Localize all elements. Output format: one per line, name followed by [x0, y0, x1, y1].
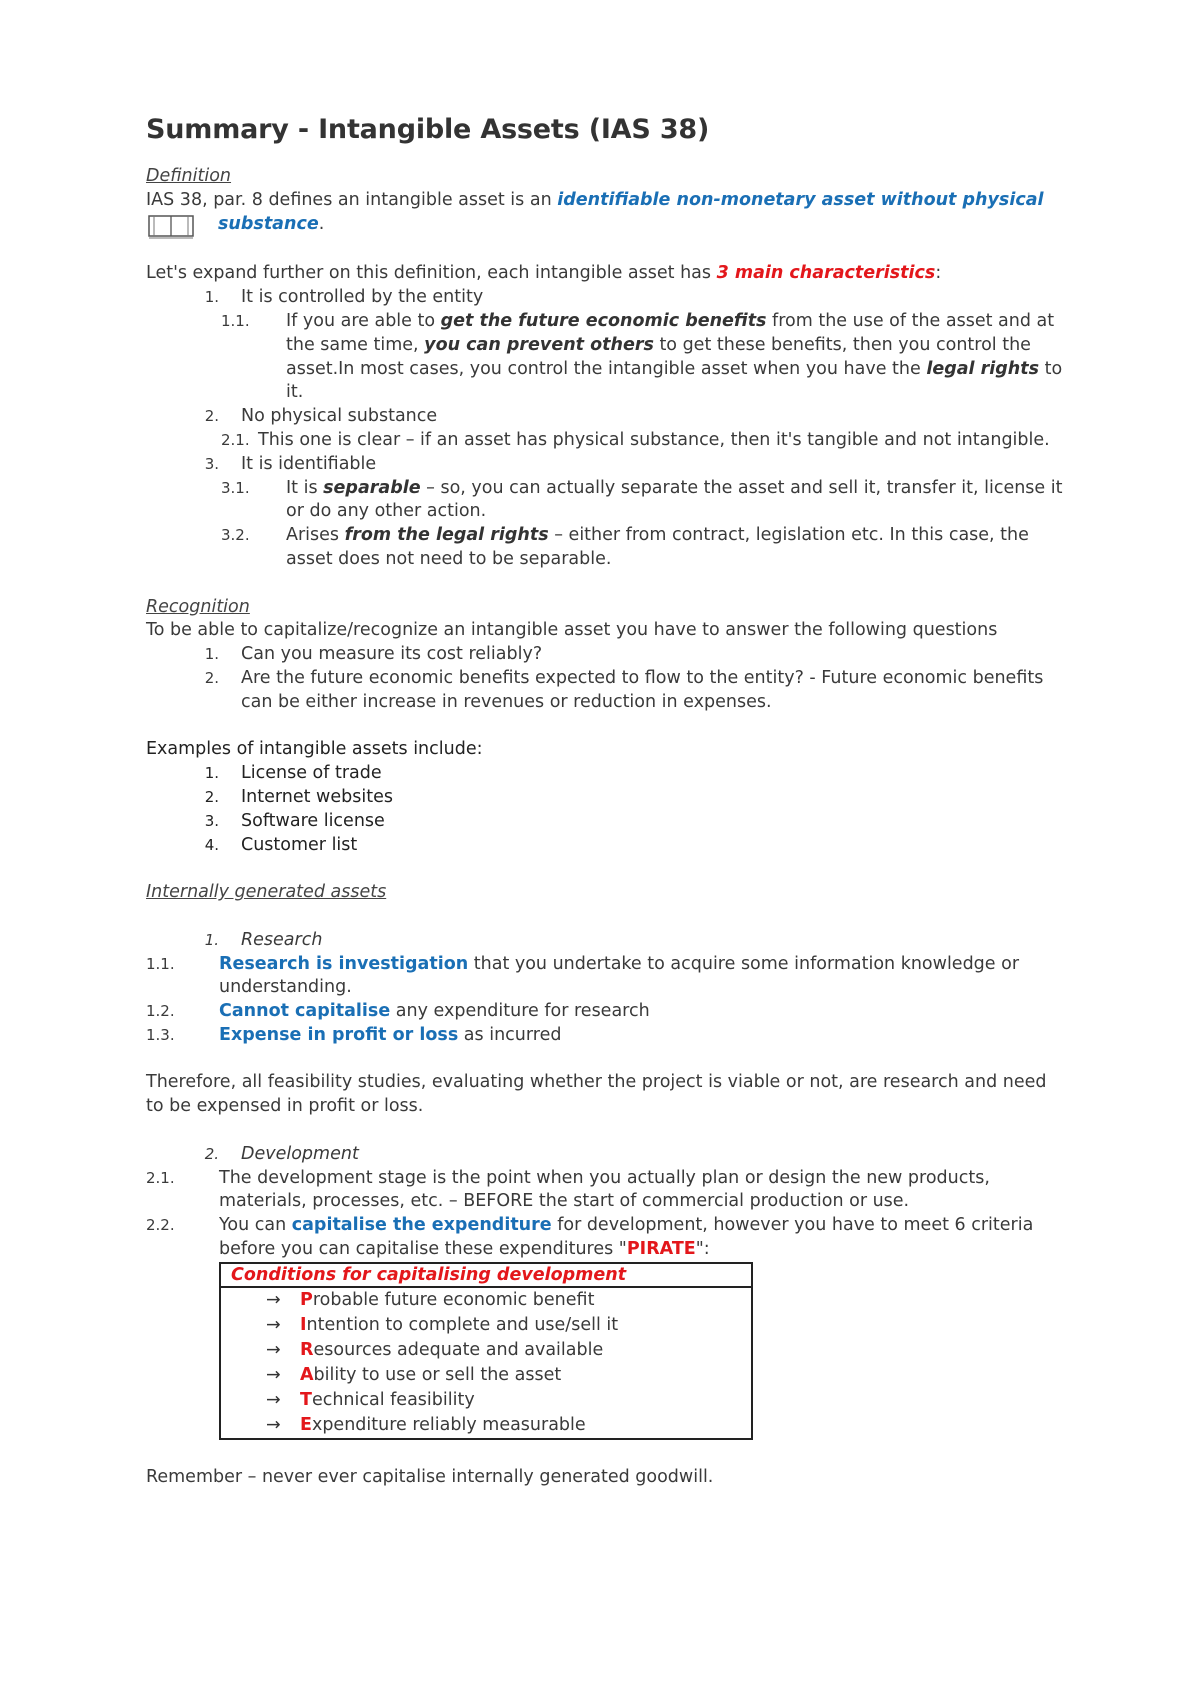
list-number: 2.2.	[146, 1216, 175, 1235]
list-text	[219, 1000, 1066, 1024]
list-number: 4.	[204, 835, 219, 854]
text-part: – either from contract, legislation etc. In this case, the asset does not need to be separable.	[286, 525, 1029, 569]
pirate-list	[221, 1288, 751, 1438]
list-item	[146, 1024, 1066, 1048]
pirate-acronym: PIRATE	[626, 1239, 696, 1260]
arrow-right-icon: →	[266, 1364, 281, 1385]
document-title: Summary - Intangible Assets (IAS 38)	[146, 114, 710, 145]
list-number: 1.	[204, 645, 219, 664]
list-text: Software license	[241, 810, 385, 831]
list-number: 3.2.	[221, 526, 250, 545]
pirate-text: esources adequate and available	[313, 1339, 604, 1360]
list-text: No physical substance	[241, 406, 438, 427]
examples-intro: Examples of intangible assets include:	[146, 739, 483, 760]
list-item	[146, 310, 1066, 405]
pirate-text: bility to use or sell the asset	[313, 1364, 562, 1385]
text-part: to get these benefits, then you control the asset.In most cases, you control the intangible asset when you have the	[286, 334, 1031, 379]
list-text: License of trade	[241, 763, 382, 784]
pirate-item	[221, 1313, 751, 1338]
list-item	[146, 405, 1066, 429]
pirate-letter: P	[300, 1289, 313, 1310]
pirate-conditions-table	[219, 1262, 753, 1440]
definition-emphasis: identifiable non-monetary asset without physical	[557, 189, 1044, 210]
text-part: If you are able to	[286, 310, 441, 331]
text-part: to it.	[286, 358, 1063, 403]
remember-note: Remember – never ever capitalise internally generated goodwill.	[146, 1466, 714, 1487]
list-number: 1.2.	[146, 1002, 175, 1021]
text-emphasis: get the future economic benefits	[440, 310, 767, 331]
text-emphasis: separable	[323, 477, 421, 498]
list-item	[146, 429, 1066, 453]
examples-list	[146, 762, 1066, 857]
list-item	[146, 1214, 1066, 1262]
list-item	[146, 929, 1066, 953]
list-number: 1.	[204, 288, 219, 307]
list-item	[146, 762, 1066, 786]
list-number: 2.1.	[221, 430, 250, 449]
list-number: 3.1.	[221, 478, 250, 497]
pirate-item	[221, 1338, 751, 1363]
list-number: 1.3.	[146, 1025, 175, 1044]
list-text	[286, 477, 1066, 525]
list-item	[146, 1143, 1066, 1167]
list-item	[146, 953, 1066, 1001]
list-number: 2.1.	[146, 1168, 175, 1187]
therefore-paragraph: Therefore, all feasibility studies, evaluating whether the project is viable or not, are research and need to be expensed in profit or loss.	[146, 1072, 1047, 1117]
book-icon	[146, 213, 196, 239]
list-text: It is controlled by the entity	[241, 287, 484, 308]
list-text	[219, 953, 1066, 1001]
list-number: 2.	[204, 1144, 219, 1163]
definition-end: .	[318, 213, 325, 234]
list-number: 1.	[204, 764, 219, 783]
text-part: that you undertake to acquire some information knowledge or understanding.	[219, 953, 1020, 998]
intro-text: Let's expand further on this definition, each intangible asset has	[146, 263, 717, 284]
text-part: Arises	[286, 525, 345, 546]
arrow-right-icon: →	[266, 1389, 281, 1410]
list-item	[146, 1167, 1066, 1215]
pirate-text: xpenditure reliably measurable	[311, 1414, 586, 1435]
pirate-item	[221, 1388, 751, 1413]
pirate-text: echnical feasibility	[311, 1389, 475, 1410]
list-text: Development	[241, 1143, 359, 1164]
recognition-intro: To be able to capitalize/recognize an intangible asset you have to answer the following questions	[146, 620, 998, 641]
list-number: 1.	[204, 930, 219, 949]
list-item	[146, 834, 1066, 858]
text-emphasis: legal rights	[926, 358, 1040, 379]
list-number: 3.	[204, 811, 219, 830]
definition-text: IAS 38, par. 8 defines an intangible asset is an	[146, 189, 558, 210]
text-part: You can	[219, 1215, 292, 1236]
arrow-right-icon: →	[266, 1339, 281, 1360]
document-page	[146, 100, 1066, 1490]
list-item	[146, 453, 1066, 477]
list-item	[146, 786, 1066, 810]
pirate-text: robable future economic benefit	[312, 1289, 595, 1310]
pirate-text: ntention to complete and use/sell it	[306, 1314, 619, 1335]
list-text	[219, 1024, 1066, 1048]
pirate-item	[221, 1363, 751, 1388]
text-part: as incurred	[458, 1024, 562, 1045]
list-text: It is identifiable	[241, 453, 377, 474]
list-number: 1.1.	[146, 954, 175, 973]
definition-heading: Definition	[146, 166, 232, 186]
text-part: for development, however you have to meet 6 criteria before you can capitalise these expenditures "	[219, 1215, 1034, 1260]
text-emphasis: you can prevent others	[424, 334, 654, 355]
list-item	[146, 667, 1066, 715]
text-emphasis: Cannot capitalise	[219, 1001, 391, 1022]
list-text: Research	[241, 929, 323, 950]
text-emphasis: Expense in profit or loss	[219, 1024, 459, 1045]
arrow-right-icon: →	[266, 1414, 281, 1435]
definition-line-1	[146, 189, 1066, 213]
list-item	[146, 286, 1066, 310]
list-text: The development stage is the point when you actually plan or design the new products, materials, processes, etc. – BEFORE the start of commercial production or use.	[219, 1167, 990, 1212]
arrow-right-icon: →	[266, 1289, 281, 1310]
list-text	[286, 524, 1066, 572]
intro-emphasis: 3 main characteristics	[716, 263, 936, 284]
list-text: Customer list	[241, 834, 358, 855]
text-emphasis: capitalise the expenditure	[291, 1215, 552, 1236]
list-text	[219, 1214, 1066, 1262]
intro-end: :	[935, 263, 942, 284]
pirate-item	[221, 1288, 751, 1313]
text-emphasis: Research is investigation	[219, 953, 469, 974]
list-text: Can you measure its cost reliably?	[241, 644, 543, 665]
pirate-letter: E	[300, 1414, 312, 1435]
definition-line-2	[146, 213, 1066, 239]
pirate-letter: R	[300, 1339, 314, 1360]
pirate-letter: I	[300, 1314, 307, 1335]
pirate-item	[221, 1413, 751, 1438]
recognition-heading: Recognition	[146, 596, 250, 617]
list-text: This one is clear – if an asset has physical substance, then it's tangible and not intangible.	[258, 429, 1050, 450]
definition-emphasis-cont: substance	[218, 213, 319, 234]
pirate-table-heading: Conditions for capitalising development	[221, 1264, 751, 1288]
list-item	[146, 477, 1066, 525]
text-part: – so, you can actually separate the asset and sell it, transfer it, license it or do any other action.	[286, 477, 1063, 522]
list-text: Are the future economic benefits expected to flow to the entity? - Future economic benefits can be either increase in revenues or reduction in expenses.	[241, 667, 1044, 712]
list-number: 1.1.	[221, 311, 250, 330]
text-part: It is	[286, 477, 324, 498]
list-item	[146, 1000, 1066, 1024]
text-part: from the use of the asset and at the same time,	[286, 310, 1055, 355]
pirate-letter: T	[300, 1389, 312, 1410]
text-emphasis: from the legal rights	[344, 525, 549, 546]
list-text	[286, 310, 1066, 405]
list-number: 3.	[204, 454, 219, 473]
list-number: 2.	[204, 787, 219, 806]
list-number: 2.	[204, 407, 219, 426]
pirate-letter: A	[300, 1364, 314, 1385]
list-item	[146, 810, 1066, 834]
characteristics-intro	[146, 262, 1066, 286]
list-item	[146, 643, 1066, 667]
text-part: any expenditure for research	[390, 1001, 650, 1022]
arrow-right-icon: →	[266, 1314, 281, 1335]
list-item	[146, 524, 1066, 572]
internal-heading: Internally generated assets	[146, 882, 387, 903]
list-text: Internet websites	[241, 786, 393, 807]
list-number: 2.	[204, 668, 219, 687]
text-part: ":	[695, 1239, 710, 1260]
